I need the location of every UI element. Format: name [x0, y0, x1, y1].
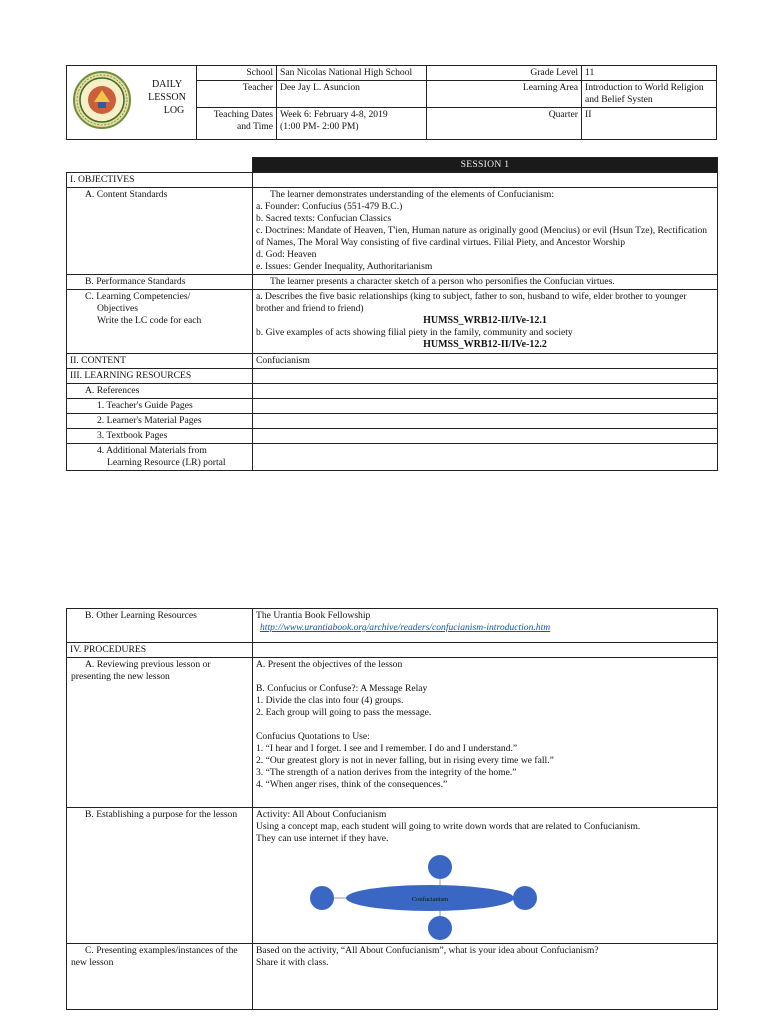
procedure-a-line: 3. “The strength of a nation derives from the integrity of the home.”: [256, 766, 517, 778]
content-standards-line: a. Founder: Confucius (551-479 B.C.): [256, 200, 403, 212]
urantia-link[interactable]: http://www.urantiabook.org/archive/readers/confucianism-introduction.htm: [260, 621, 551, 633]
dates-label-line2: and Time: [237, 120, 273, 132]
textbook-pages-label: 3. Textbook Pages: [67, 428, 253, 443]
grade-value: 11: [582, 66, 717, 81]
competencies-label-line2: Objectives: [97, 302, 139, 314]
content-value: Confucianism: [253, 353, 718, 368]
procedure-a-line: 2. “Our greatest glory is not in never falling, but in rising every time we fall.”: [256, 754, 554, 766]
procedure-b-line: Activity: All About Confucianism: [256, 808, 387, 820]
procedure-c-label: C. Presenting examples/instances of the new lesson: [67, 943, 253, 1009]
competencies-label: [67, 289, 253, 353]
resources-heading: III. LEARNING RESOURCES: [67, 368, 253, 383]
procedure-a-label: A. Reviewing previous lesson or presenting the new lesson: [67, 657, 253, 807]
quarter-value: II: [582, 107, 717, 139]
competency-b: b. Give examples of acts showing filial piety in the family, community and society: [256, 327, 573, 339]
procedure-a-line: 1. “I hear and I forget. I see and I remember. I do and I understand.”: [256, 742, 518, 754]
procedure-b-label: B. Establishing a purpose for the lesson: [67, 807, 253, 943]
performance-standards-label: B. Performance Standards: [67, 274, 253, 289]
textbook-pages-empty: [253, 428, 718, 443]
session-heading: SESSION 1: [253, 158, 718, 173]
procedure-a-line: A. Present the objectives of the lesson: [256, 658, 403, 670]
learners-material-label: 2. Learner's Material Pages: [67, 413, 253, 428]
objectives-heading: I. OBJECTIVES: [67, 172, 253, 187]
additional-materials-line1: 4. Additional Materials from: [97, 444, 207, 456]
content-heading: II. CONTENT: [67, 353, 253, 368]
grade-label: Grade Level: [427, 66, 582, 81]
dates-value: [277, 107, 427, 139]
dates-label-line1: Teaching Dates: [213, 108, 273, 120]
teacher-value: Dee Jay L. Asuncion: [277, 80, 427, 107]
competencies-value: [253, 289, 718, 353]
content-standards-value: [253, 187, 718, 274]
concept-map-center-label: Confucianism: [411, 895, 449, 903]
quarter-label: Quarter: [427, 107, 582, 139]
objectives-empty: [253, 172, 718, 187]
dates-label: [197, 107, 277, 139]
learners-material-empty: [253, 413, 718, 428]
procedure-c-value: [253, 943, 718, 1009]
procedure-c-line: Share it with class.: [256, 956, 329, 968]
procedure-a-line: Confucius Quotations to Use:: [256, 730, 370, 742]
other-resources-label: B. Other Learning Resources: [67, 609, 253, 643]
title-line-log: LOG: [163, 105, 185, 116]
other-resources-value: [253, 609, 718, 643]
procedure-a-line: 1. Divide the clas into four (4) groups.: [256, 694, 404, 706]
content-standards-intro: The learner demonstrates understanding of the elements of Confucianism:: [270, 188, 554, 200]
session-blank-cell: [67, 158, 253, 173]
concept-map-diagram: [310, 849, 540, 941]
content-standards-line: e. Issues: Gender Inequality, Authoritarianism: [256, 260, 433, 272]
teachers-guide-empty: [253, 398, 718, 413]
resources-empty: [253, 368, 718, 383]
learning-area-label: Learning Area: [427, 80, 582, 107]
session-table-part2: [66, 608, 718, 1010]
competency-code-b: HUMSS_WRB12-II/IVe-12.2: [423, 339, 547, 351]
performance-standards-value: The learner presents a character sketch of a person who personifies the Confucian virtues.: [253, 274, 718, 289]
procedure-a-line: [256, 719, 714, 731]
concept-map-node-right: [513, 886, 537, 910]
additional-materials-line2: Learning Resource (LR) portal: [107, 456, 226, 468]
procedure-b-line: Using a concept map, each student will going to write down words that are related to Confucianism.: [256, 820, 641, 832]
procedure-a-line: 4. “When anger rises, think of the consequences.”: [256, 778, 448, 790]
competencies-label-line3: Write the LC code for each: [97, 314, 202, 326]
references-label: A. References: [67, 383, 253, 398]
teachers-guide-label: 1. Teacher's Guide Pages: [67, 398, 253, 413]
header-table: [66, 65, 717, 140]
content-standards-line: d. God: Heaven: [256, 248, 317, 260]
competencies-label-line1: C. Learning Competencies/: [85, 290, 191, 302]
teacher-label: Teacher: [197, 80, 277, 107]
procedure-a-line: B. Confucius or Confuse?: A Message Relay: [256, 682, 428, 694]
procedure-a-lines: [256, 659, 714, 791]
school-value: San Nicolas National High School: [277, 66, 427, 81]
references-empty: [253, 383, 718, 398]
competency-code-a: HUMSS_WRB12-II/IVe-12.1: [423, 314, 547, 326]
title-line-lesson: LESSON: [148, 92, 186, 103]
procedure-b-line: They can use internet if they have.: [256, 832, 389, 844]
procedure-a-value: [253, 657, 718, 807]
procedures-empty: [253, 643, 718, 658]
content-standards-label: A. Content Standards: [67, 187, 253, 274]
content-standards-line: c. Doctrines: Mandate of Heaven, T'ien, Human nature as originally good (Mencius) or evil (Hsun Tze), Rectification of Names, The Moral Way consisting of five cardinal virtues. Filial Piety, and Ancestor Worship: [256, 224, 708, 248]
additional-materials-label: [67, 443, 253, 470]
dates-value-line2: (1:00 PM- 2:00 PM): [280, 120, 359, 132]
additional-materials-empty: [253, 443, 718, 470]
logo-title-cell: [67, 66, 197, 140]
procedure-b-value: [253, 807, 718, 943]
procedure-a-line: 2. Each group will going to pass the message.: [256, 706, 432, 718]
concept-map-node-bottom: [428, 916, 452, 940]
deped-seal-icon: [72, 70, 132, 130]
learning-area-value: Introduction to World Religion and Belief Systen: [582, 80, 717, 107]
procedure-c-line: Based on the activity, “All About Confucianism”, what is your idea about Confucianism?: [256, 944, 599, 956]
school-label: School: [197, 66, 277, 81]
other-resources-title: The Urantia Book Fellowship: [256, 610, 371, 621]
concept-map-node-top: [428, 855, 452, 879]
dates-value-line1: Week 6: February 4-8, 2019: [280, 108, 388, 120]
content-standards-line: b. Sacred texts: Confucian Classics: [256, 212, 392, 224]
title-line-daily: DAILY: [151, 79, 183, 90]
competency-a: a. Describes the five basic relationships (king to subject, father to son, husband to wife, elder brother to younger brother and friend to friend): [256, 290, 687, 314]
procedure-a-line: [256, 671, 714, 683]
session-table-part1: [66, 157, 718, 471]
concept-map-node-left: [310, 886, 334, 910]
procedures-heading: IV. PROCEDURES: [67, 643, 253, 658]
